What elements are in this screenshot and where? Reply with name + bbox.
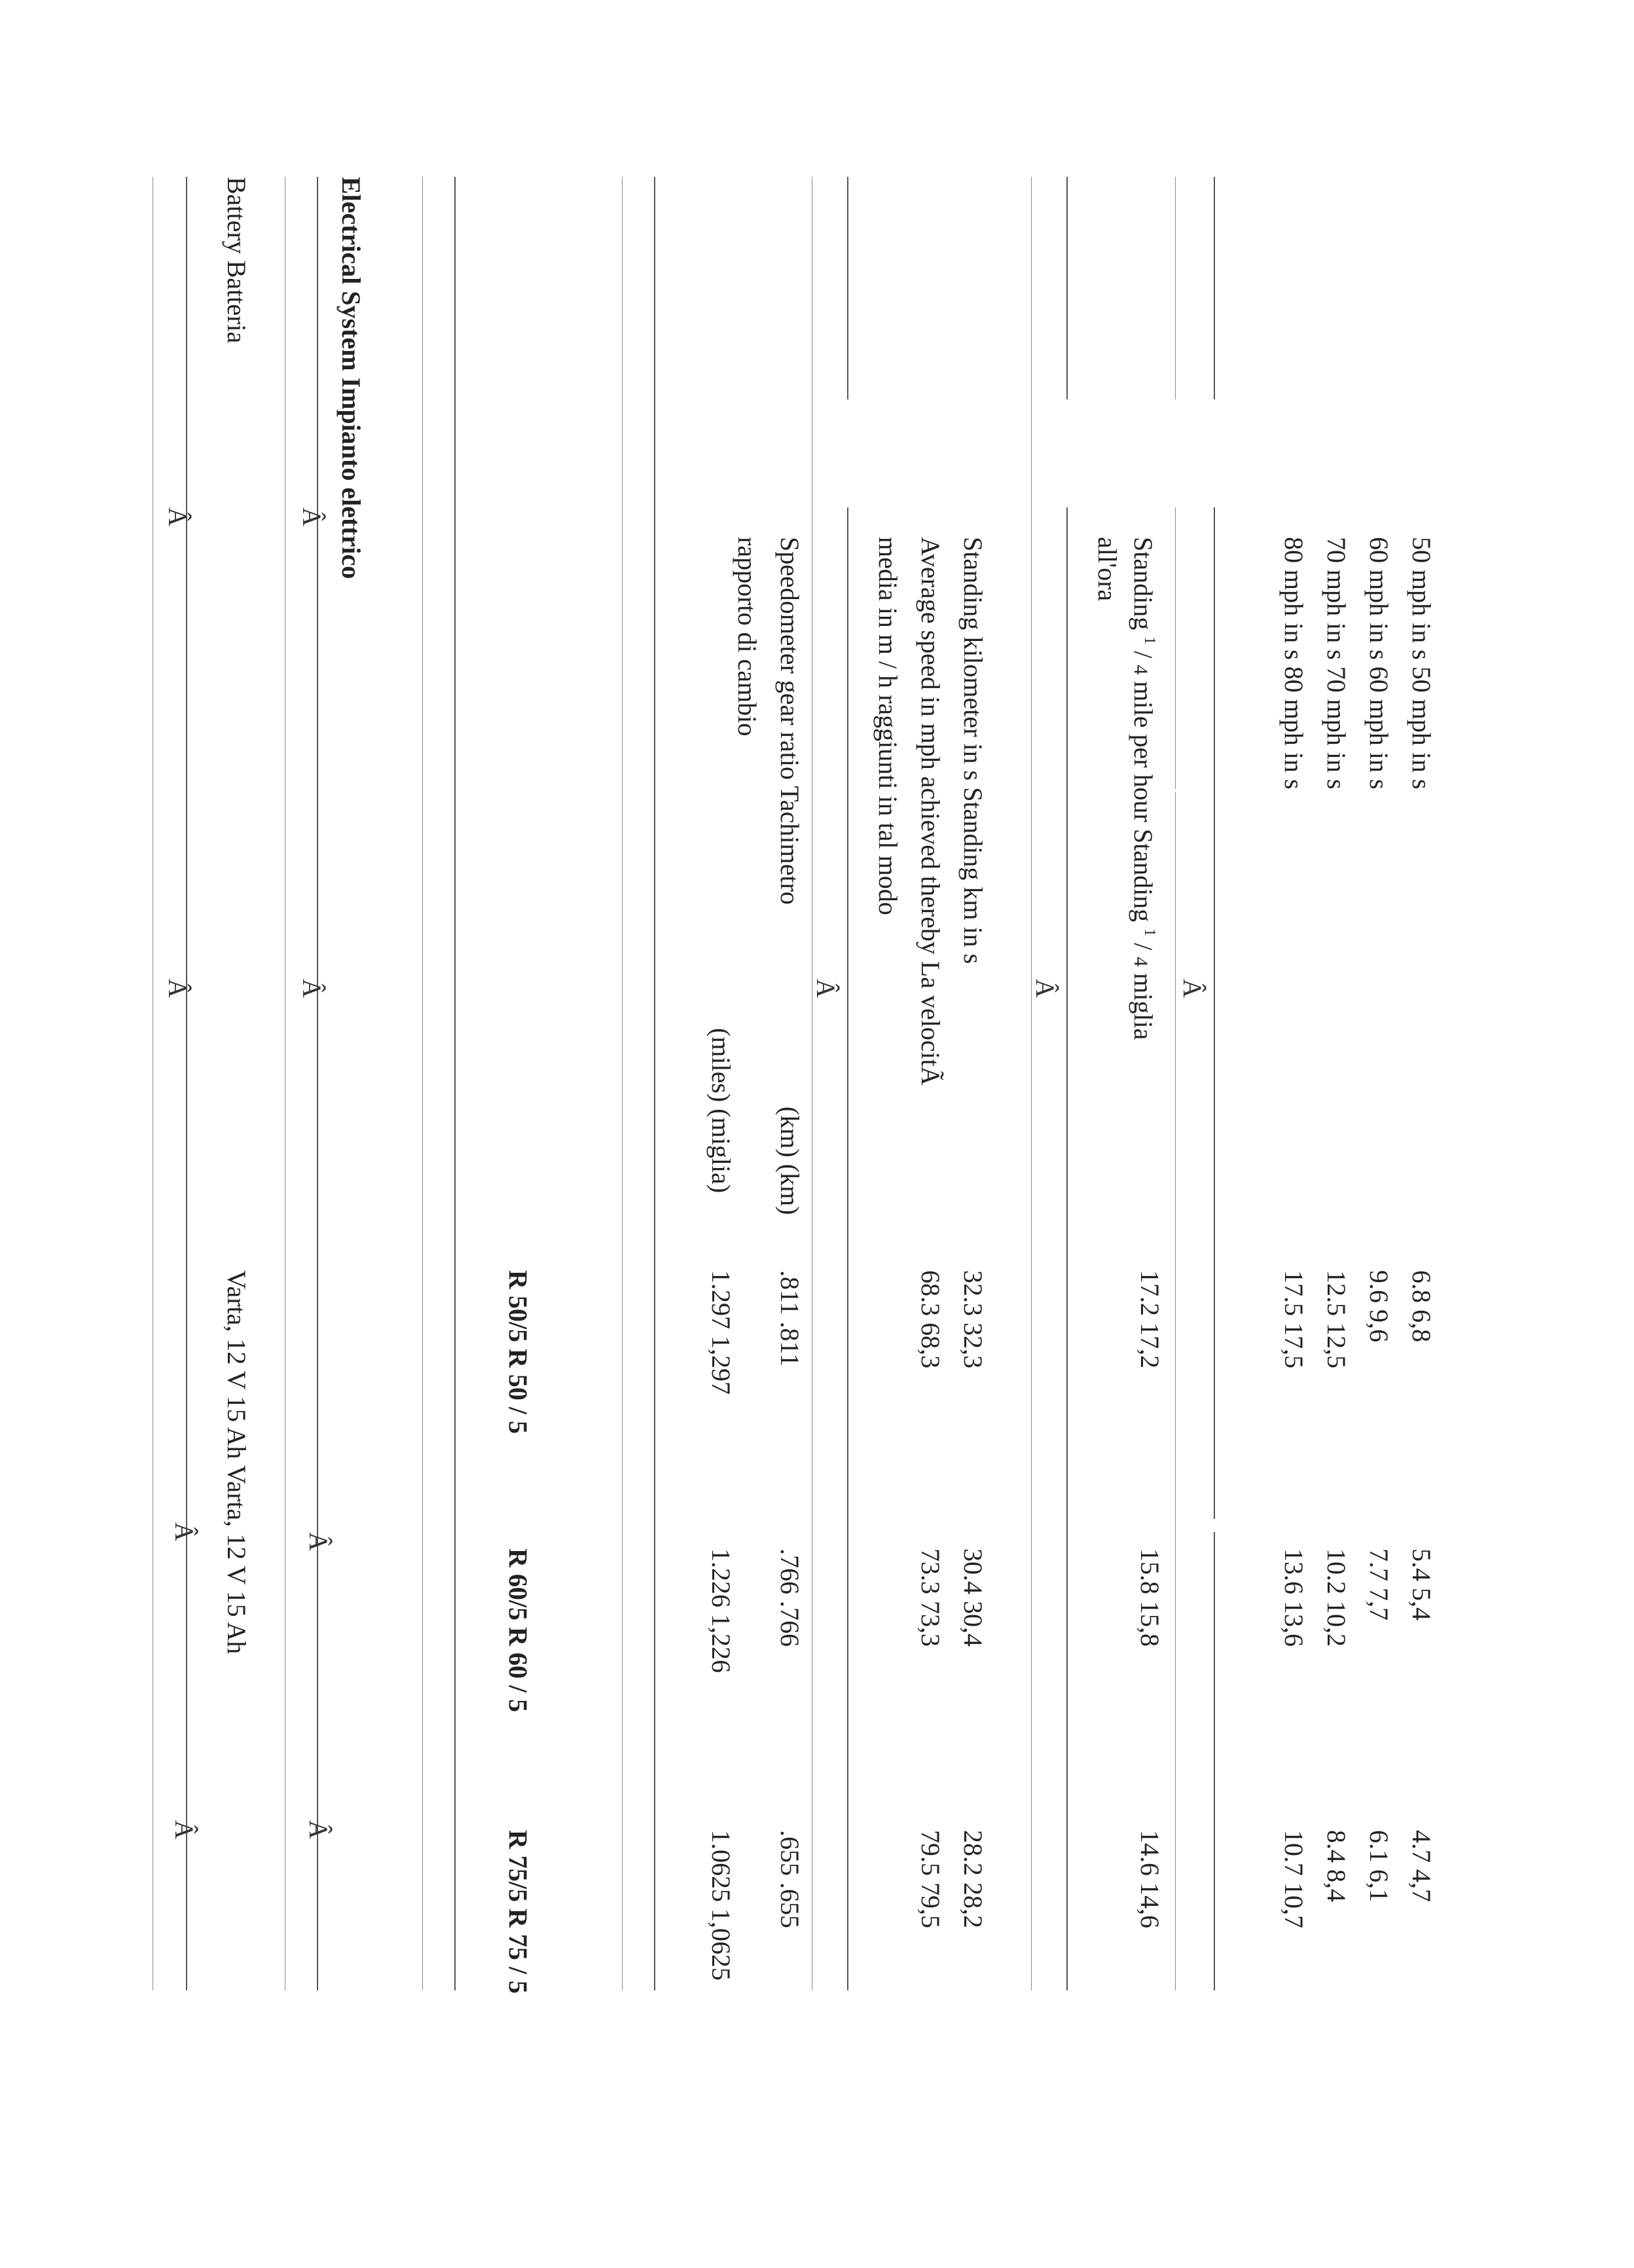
acceleration-label-4: 80 mph in s 80 mph in s	[1279, 537, 1309, 790]
marker-glyph: Â	[163, 979, 192, 998]
standing-km-r75-1: 28.2 28,2	[958, 1830, 988, 1928]
standing-km-r50-1: 32.3 32,3	[958, 1270, 988, 1368]
model-header-r60: R 60/5 R 60 / 5	[503, 1548, 533, 1712]
standing-quarter-slash-2: /	[1129, 943, 1158, 951]
speedometer-r60-1: .766 .766	[775, 1548, 805, 1647]
rule	[1175, 177, 1176, 399]
standing-quarter-slash: /	[1129, 651, 1158, 659]
model-header-r50: R 50/5 R 50 / 5	[503, 1270, 533, 1434]
acceleration-r60-4: 13.6 13,6	[1279, 1548, 1309, 1647]
acceleration-r50-2: 9.6 9,6	[1364, 1270, 1394, 1342]
acceleration-r50-1: 6.8 6,8	[1407, 1270, 1436, 1342]
rule	[1214, 1532, 1215, 1990]
electrical-heading: Electrical System Impianto elettrico	[336, 177, 366, 579]
standing-quarter-r50: 17.2 17,2	[1135, 1270, 1165, 1368]
model-header-r75: R 75/5 R 75 / 5	[503, 1830, 533, 1994]
acceleration-r75-1: 4.7 4,7	[1407, 1830, 1436, 1902]
acceleration-r50-4: 17.5 17,5	[1279, 1270, 1309, 1368]
acceleration-r75-2: 6.1 6,1	[1364, 1830, 1394, 1902]
speedometer-r75-1: .655 .655	[775, 1830, 805, 1928]
marker-glyph: Â	[1030, 979, 1060, 998]
acceleration-r50-3: 12.5 12,5	[1322, 1270, 1351, 1368]
marker-glyph: Â	[170, 1522, 199, 1541]
acceleration-r60-3: 10.2 10,2	[1322, 1548, 1351, 1647]
standing-quarter-part-c: mile per hour Standing	[1129, 681, 1158, 923]
acceleration-r60-1: 5.4 5,4	[1407, 1548, 1436, 1620]
acceleration-r75-4: 10.7 10,7	[1279, 1830, 1309, 1928]
standing-km-r60-1: 30.4 30,4	[958, 1548, 988, 1647]
standing-quarter-sub: 4	[1130, 665, 1152, 675]
speedometer-r50-1: .811 .811	[775, 1270, 805, 1367]
rule	[847, 177, 848, 399]
rule	[1175, 792, 1176, 1990]
standing-quarter-part-a: Standing	[1129, 537, 1158, 631]
standing-km-r50-2: 68.3 68,3	[916, 1270, 945, 1368]
standing-km-r60-2: 73.3 73,3	[916, 1548, 945, 1647]
rule	[1031, 177, 1032, 1990]
rule	[654, 177, 655, 1990]
acceleration-r60-2: 7.7 7,7	[1364, 1548, 1394, 1620]
rule	[1066, 507, 1068, 1990]
marker-glyph: Â	[297, 507, 327, 526]
rule	[622, 177, 623, 1990]
standing-km-r75-2: 79.5 79,5	[916, 1830, 945, 1928]
acceleration-label-2: 60 mph in s 60 mph in s	[1364, 537, 1394, 790]
marker-glyph: Â	[304, 1532, 333, 1551]
rule	[1214, 177, 1215, 399]
rule	[847, 507, 848, 1990]
acceleration-r75-3: 8.4 8,4	[1322, 1830, 1351, 1902]
rule	[317, 177, 318, 1990]
marker-glyph: Â	[811, 979, 841, 998]
rule	[1175, 507, 1176, 789]
battery-value: Varta, 12 V 15 Ah Varta, 12 V 15 Ah	[222, 1270, 251, 1655]
marker-glyph: Â	[163, 507, 192, 526]
acceleration-label-3: 70 mph in s 70 mph in s	[1322, 537, 1351, 790]
standing-quarter-part-d: miglia	[1129, 973, 1158, 1040]
standing-quarter-line2: all'ora	[1093, 537, 1122, 602]
rule	[186, 177, 187, 1990]
speedometer-line2: rapporto di cambio	[733, 537, 762, 737]
speedometer-unit-km: (km) (km)	[775, 1107, 805, 1215]
speedometer-r50-2: 1.297 1,297	[706, 1270, 736, 1395]
rule	[454, 177, 456, 1990]
speedometer-line1: Speedometer gear ratio Tachimetro	[775, 537, 805, 905]
rule	[422, 177, 423, 1990]
standing-quarter-r60: 15.8 15,8	[1135, 1548, 1165, 1647]
battery-label: Battery Batteria	[222, 177, 251, 344]
standing-km-line1: Standing kilometer in s Standing km in s	[958, 537, 988, 964]
marker-glyph: Â	[170, 1820, 199, 1839]
standing-quarter-sup-2: 1	[1141, 928, 1158, 937]
standing-km-line3: media in m / h raggiunti in tal modo	[873, 537, 903, 915]
acceleration-label-1: 50 mph in s 50 mph in s	[1407, 537, 1436, 790]
rule	[1066, 177, 1068, 399]
standing-quarter-label	[1127, 537, 1163, 1040]
standing-quarter-sub-2: 4	[1130, 957, 1152, 967]
standing-quarter-r75: 14.6 14,6	[1135, 1830, 1165, 1928]
marker-glyph: Â	[297, 979, 327, 998]
speedometer-r60-2: 1.226 1,226	[706, 1548, 736, 1673]
standing-quarter-sup: 1	[1141, 636, 1158, 645]
marker-glyph: Â	[304, 1820, 333, 1839]
standing-km-line2: Average speed in mph achieved thereby La velocitÃ	[916, 537, 945, 1086]
speedometer-r75-2: 1.0625 1,0625	[706, 1830, 736, 1981]
speedometer-unit-miles: (miles) (miglia)	[706, 1028, 736, 1194]
rule	[1214, 507, 1215, 1519]
marker-glyph: Â	[1178, 979, 1207, 998]
